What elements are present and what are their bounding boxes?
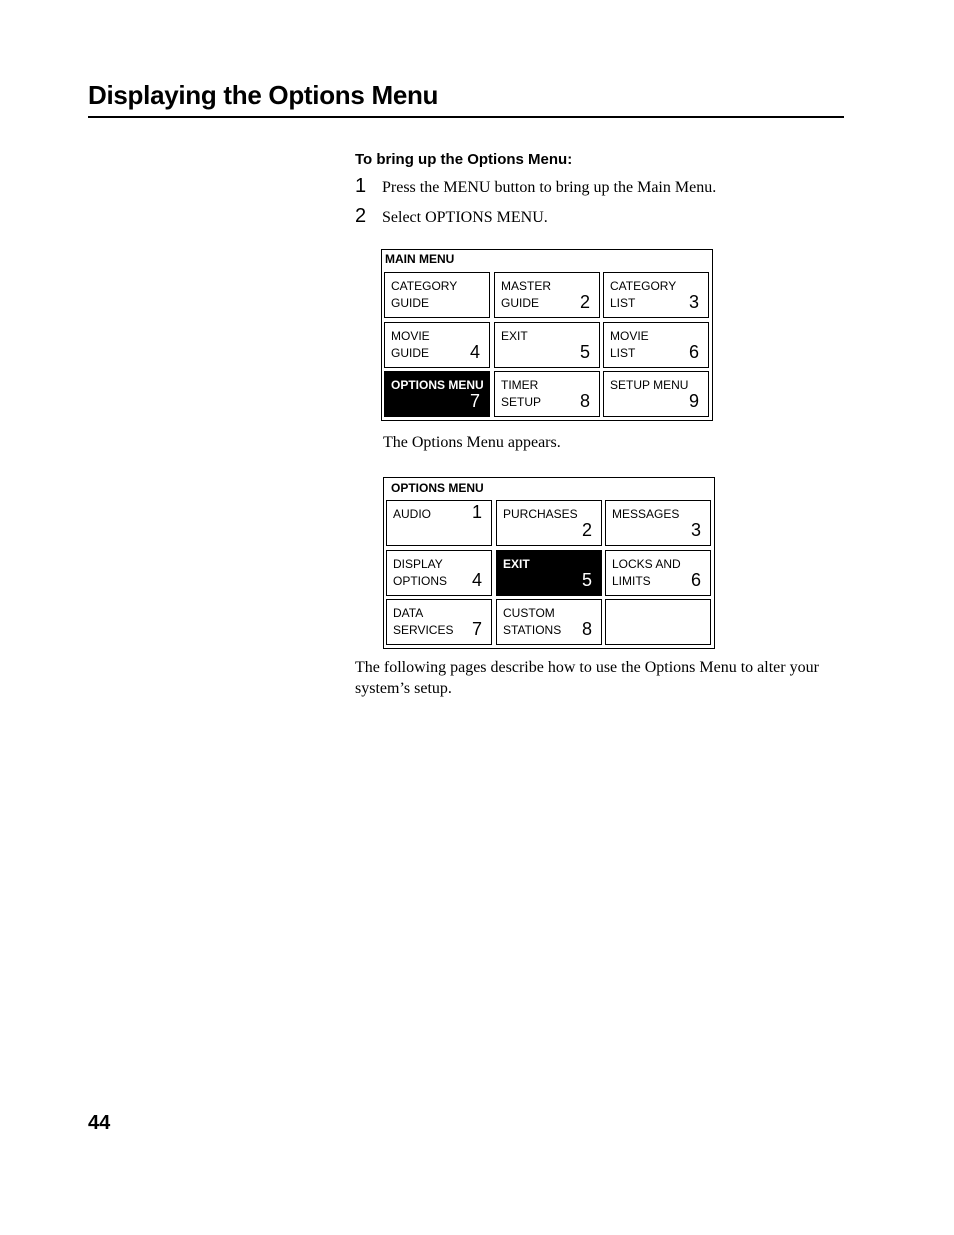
menu-item-label: DATA SERVICES: [393, 606, 454, 637]
main-menu-title: MAIN MENU: [385, 252, 455, 266]
menu-item-label: AUDIO: [393, 507, 432, 521]
menu-item-label: DISPLAY OPTIONS: [393, 557, 448, 588]
options-menu-item-locks-and-limits[interactable]: [605, 550, 711, 596]
main-menu-panel: [381, 249, 713, 421]
menu-item-label: EXIT: [503, 557, 530, 571]
menu-item-label: LOCKS AND LIMITS: [612, 557, 681, 588]
body-paragraph: The following pages describe how to use the Options Menu to alter your system’s setup.: [355, 659, 819, 697]
options-menu-item-display-options[interactable]: [386, 550, 492, 596]
title-rule: [88, 116, 844, 118]
menu-item-number: 3: [688, 292, 699, 312]
menu-item-number: 6: [688, 342, 699, 362]
options-menu-item-data-services[interactable]: [386, 599, 492, 645]
menu-item-label: CATEGORY LIST: [610, 279, 677, 310]
menu-item-number: 8: [581, 619, 592, 639]
menu-item-number: 1: [471, 502, 482, 522]
options-menu-item-exit[interactable]: [496, 550, 602, 596]
main-menu-item-category-list[interactable]: [603, 272, 709, 318]
main-menu-item-setup-menu[interactable]: [603, 371, 709, 417]
menu-item-label: PURCHASES: [503, 507, 578, 521]
options-menu-item-audio[interactable]: [386, 500, 492, 546]
subhead: To bring up the Options Menu:: [355, 151, 573, 168]
step-text: Press the MENU button to bring up the Main Menu.: [382, 179, 717, 196]
main-menu-item-exit[interactable]: [494, 322, 600, 368]
main-menu-item-category-guide[interactable]: [384, 272, 490, 318]
menu-item-label: CUSTOM STATIONS: [503, 606, 562, 637]
page-number: 44: [88, 1112, 111, 1134]
menu-item-number: 3: [690, 520, 701, 540]
menu-item-label: MESSAGES: [612, 507, 680, 521]
menu-item-number: 9: [688, 391, 699, 411]
menu-item-number: 7: [469, 391, 480, 411]
menu-item-number: 4: [471, 570, 482, 590]
options-menu-panel: [383, 477, 715, 649]
step-number: 1: [355, 175, 367, 197]
main-menu-item-options-menu[interactable]: [384, 371, 490, 417]
menu-item-number: 2: [579, 292, 590, 312]
main-menu-item-movie-list[interactable]: [603, 322, 709, 368]
options-menu-item-messages[interactable]: [605, 500, 711, 546]
main-menu-item-master-guide[interactable]: [494, 272, 600, 318]
menu-item-number: 7: [471, 619, 482, 639]
menu-item-label: TIMER SETUP: [501, 378, 542, 409]
menu-item-number: 2: [581, 520, 592, 540]
options-menu-title: OPTIONS MENU: [391, 481, 484, 495]
main-menu-item-timer-setup[interactable]: [494, 371, 600, 417]
menu-item-label: CATEGORY GUIDE: [391, 279, 458, 310]
step-number: 2: [355, 205, 367, 227]
caption: The Options Menu appears.: [383, 434, 561, 451]
menu-item-label: MOVIE GUIDE: [391, 329, 430, 360]
options-menu-item-custom-stations[interactable]: [496, 599, 602, 645]
options-menu-item-empty[interactable]: [605, 599, 711, 645]
menu-item-number: 8: [579, 391, 590, 411]
menu-item-label: OPTIONS MENU: [391, 378, 484, 392]
step-text: Select OPTIONS MENU.: [382, 209, 548, 226]
menu-item-number: 5: [579, 342, 590, 362]
menu-item-number: 5: [581, 570, 592, 590]
menu-item-label: MASTER GUIDE: [501, 279, 552, 310]
main-menu-item-movie-guide[interactable]: [384, 322, 490, 368]
menu-item-label: MOVIE LIST: [610, 329, 649, 360]
menu-item-label: SETUP MENU: [610, 378, 689, 392]
page-title: Displaying the Options Menu: [88, 80, 439, 110]
menu-item-label: EXIT: [501, 329, 528, 343]
menu-item-number: 6: [690, 570, 701, 590]
menu-item-number: 4: [469, 342, 480, 362]
options-menu-item-purchases[interactable]: [496, 500, 602, 546]
